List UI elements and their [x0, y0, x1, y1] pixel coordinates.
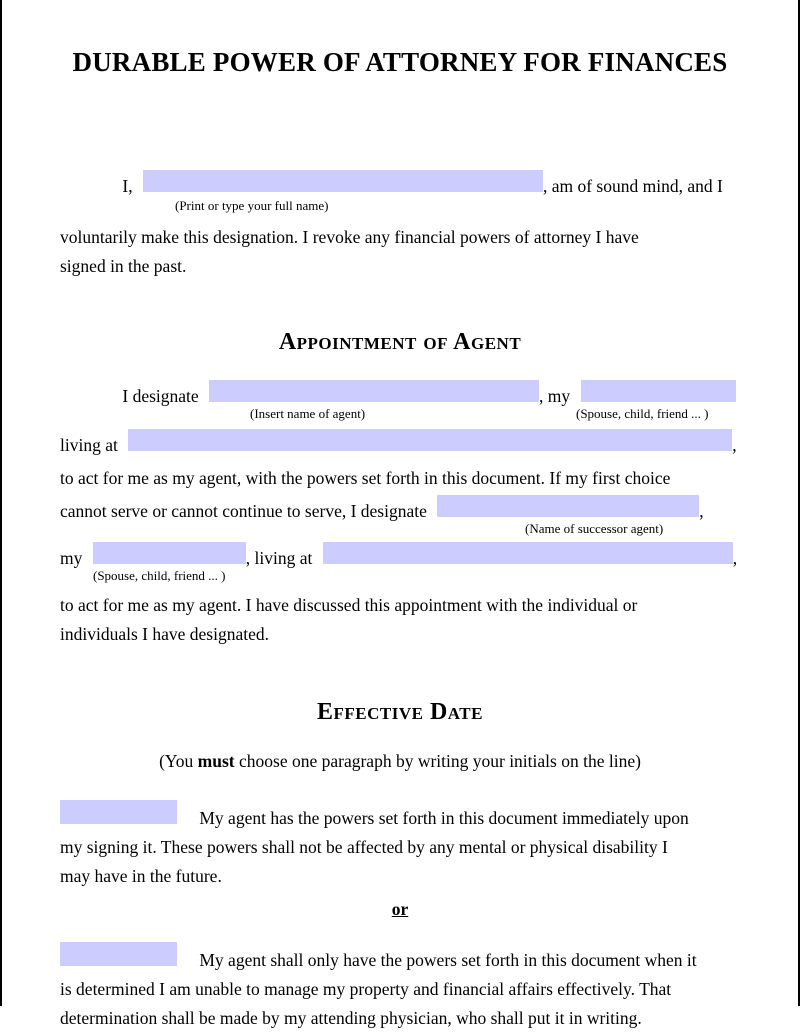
discussed-paragraph [60, 591, 740, 649]
living-at-label: living at [60, 434, 118, 455]
option-2-block [60, 942, 740, 1033]
agent-name-field[interactable] [209, 380, 539, 402]
successor-address-field[interactable] [323, 542, 733, 564]
document-content [2, 0, 798, 1033]
discussed-line-1: to act for me as my agent. I have discussed this appointment with the individual or [60, 594, 638, 615]
full-name-caption-row [175, 197, 740, 213]
intro-name-line [60, 170, 740, 197]
option-1-block [60, 800, 740, 891]
successor-caption-row [60, 522, 740, 538]
my-trailing: , living at [245, 547, 313, 568]
or-label: or [391, 898, 409, 919]
effective-date-heading: Effective Date [317, 698, 483, 725]
instruction-bold: must [197, 750, 235, 771]
page-title: DURABLE POWER OF ATTORNEY FOR FINANCES [72, 47, 728, 77]
after-agent-name: , my [539, 385, 571, 406]
discussed-line-2: individuals I have designated. [60, 623, 269, 644]
agent-name-caption: (Insert name of agent) [250, 405, 366, 421]
designate-label: I designate [122, 385, 199, 406]
successor-trailing: , [699, 500, 704, 521]
option-2-line-2: is determined I am unable to manage my property and financial affairs effectively. That [60, 978, 672, 999]
intro-paragraph [60, 223, 740, 281]
effective-date-instruction [60, 751, 740, 772]
designate-line [60, 380, 740, 407]
agent-address-field[interactable] [128, 429, 732, 451]
option-2-initials-field[interactable] [60, 942, 177, 966]
full-name-caption: (Print or type your full name) [175, 197, 329, 213]
intro-lead: I, [122, 175, 133, 196]
successor-caption: (Name of successor agent) [525, 520, 664, 536]
option-2-line-3: determination shall be made by my attending physician, who shall put it in writing. [60, 1007, 642, 1028]
intro-after-name: , am of sound mind, and I [542, 175, 723, 196]
agent-relationship-caption: (Spouse, child, friend ... ) [576, 405, 709, 421]
relationship2-caption-row [60, 569, 740, 585]
agent-relationship-field[interactable] [581, 380, 736, 402]
successor-relationship-field[interactable] [93, 542, 246, 564]
option-1-line-3: may have in the future. [60, 865, 222, 886]
instruction-pre: (You [159, 750, 198, 771]
successor-label: cannot serve or cannot continue to serve, I designate [60, 500, 427, 521]
successor-name-field[interactable] [437, 495, 699, 517]
appointment-heading: Appointment of Agent [278, 328, 522, 355]
successor-address-line [60, 542, 740, 569]
intro-line-3: signed in the past. [60, 255, 187, 276]
instruction-post: choose one paragraph by writing your initials on the line) [234, 750, 641, 771]
agent-address-line [60, 429, 740, 456]
my-label: my [60, 547, 83, 568]
second-living-trailing: , [732, 547, 738, 568]
option-1-line-1: My agent has the powers set forth in this document immediately upon [199, 807, 689, 828]
successor-line [60, 495, 740, 522]
or-divider [60, 899, 740, 920]
option-2-line-1: My agent shall only have the powers set forth in this document when it [199, 949, 697, 970]
agent-address-trailing: , [732, 434, 737, 455]
successor-relationship-caption: (Spouse, child, friend ... ) [93, 567, 226, 583]
agent-captions-row [60, 407, 740, 423]
full-name-field[interactable] [143, 170, 543, 192]
act-for-me-line: to act for me as my agent, with the powers set forth in this document. If my first choice [60, 467, 671, 488]
option-1-initials-field[interactable] [60, 800, 177, 824]
intro-line-2: voluntarily make this designation. I revoke any financial powers of attorney I have [60, 226, 639, 247]
option-1-line-2: my signing it. These powers shall not be affected by any mental or physical disability I [60, 836, 668, 857]
